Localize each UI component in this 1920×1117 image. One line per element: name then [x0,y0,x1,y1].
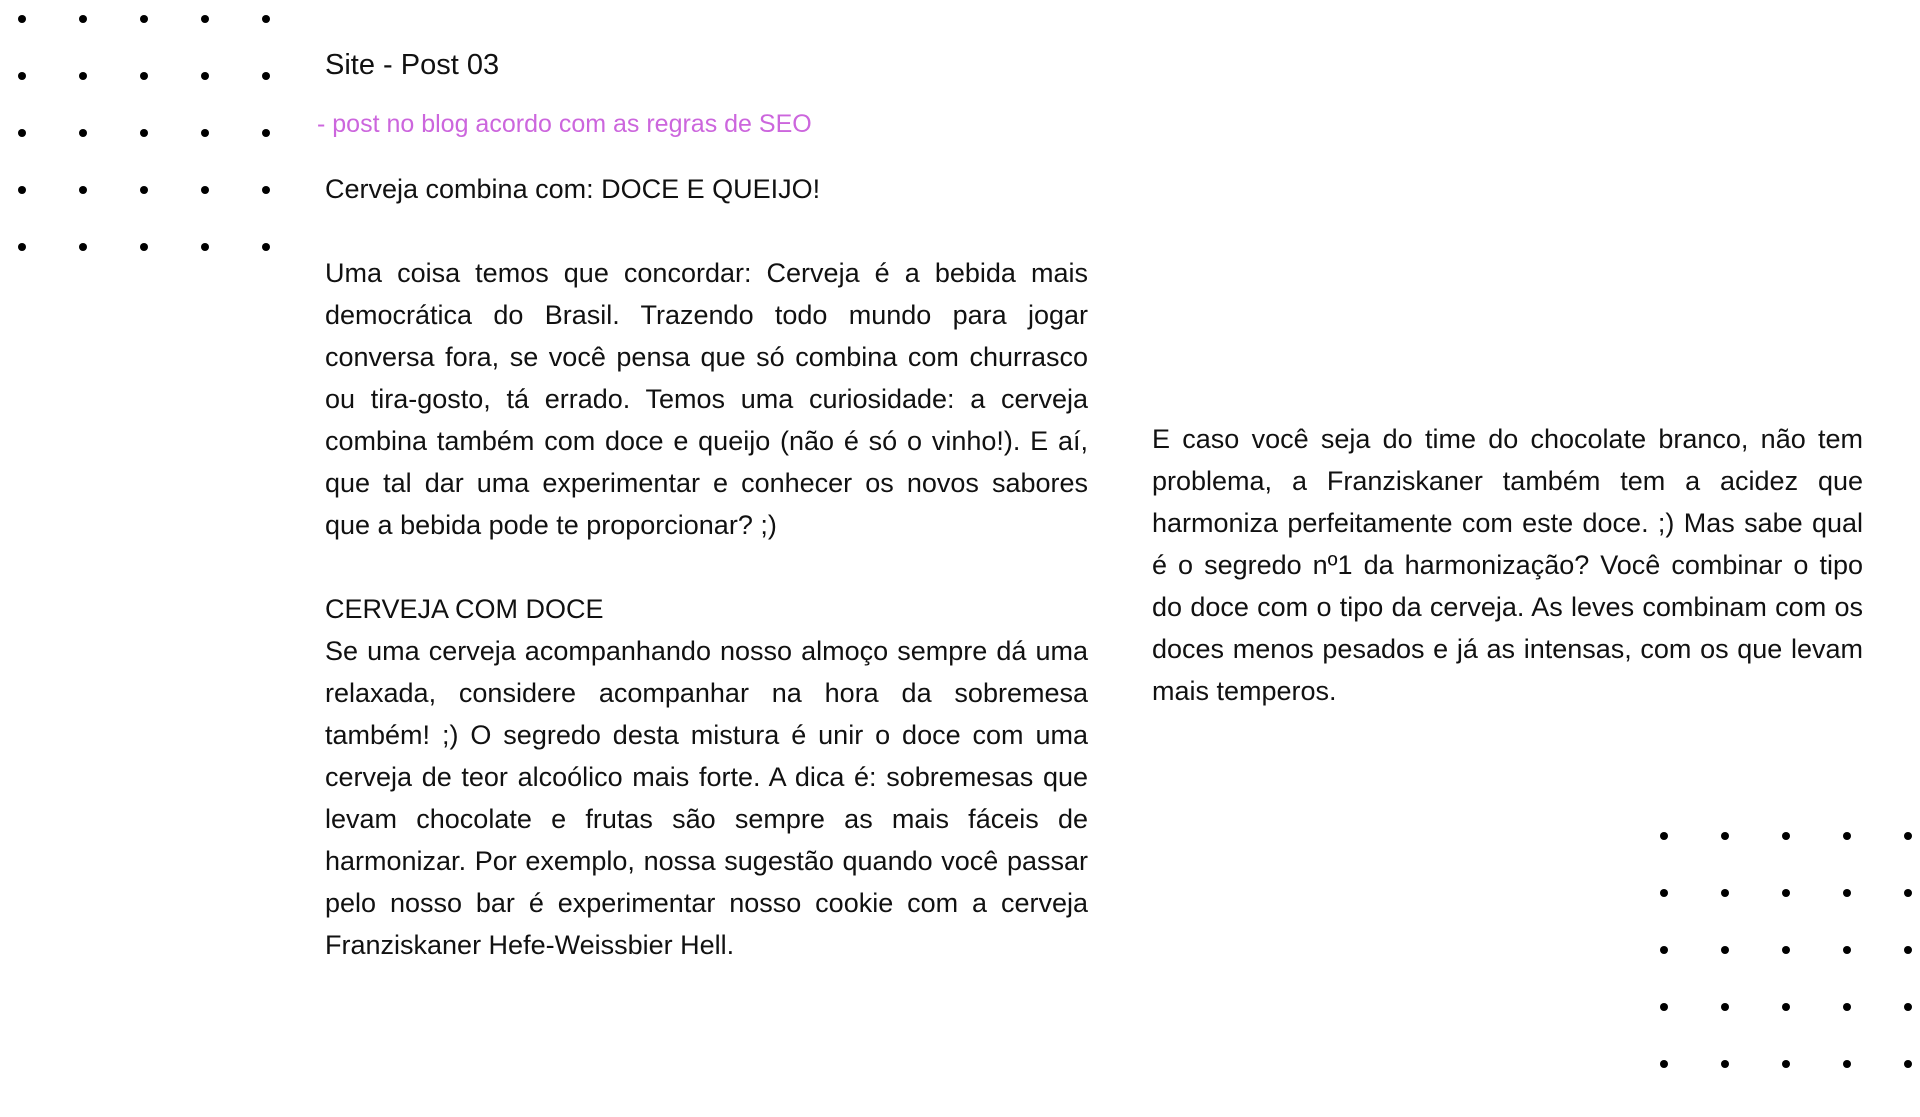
decorative-dot [1904,1003,1912,1011]
paragraph-spacer [325,546,1088,588]
decorative-dot [1721,946,1729,954]
decorative-dot [201,129,209,137]
post-headline: Cerveja combina com: DOCE E QUEIJO! [325,174,821,204]
decorative-dot-grid-top-left [18,15,323,300]
decorative-dot [1660,946,1668,954]
decorative-dot [1843,832,1851,840]
paragraph-spacer [325,210,1088,252]
page-subtitle: - post no blog acordo com as regras de SEO [317,110,812,138]
decorative-dot [262,243,270,251]
section-body-paragraph: Se uma cerveja acompanhando nosso almoço sempre dá uma relaxada, considere acompanhar na hora da sobremesa também! ;) O segredo desta mistura é unir o doce com uma cerveja de teor alcoólico mais forte. A dica é: sobremesas que levam chocolate e frutas são sempre as mais fáceis de harmonizar. Por exemplo, nossa sugestão quando você passar pelo nosso bar é experimentar nosso cookie com a cerveja Franziskaner Hefe-Weissbier Hell. [325,636,1088,960]
decorative-dot [1843,946,1851,954]
decorative-dot [79,15,87,23]
decorative-dot [1843,1060,1851,1068]
post-intro-paragraph: Uma coisa temos que concordar: Cerveja é a bebida mais democrática do Brasil. Trazendo todo mundo para jogar conversa fora, se você pensa que só combina com churrasco ou tira-gosto, tá errado. Temos uma curiosidade: a cerveja combina também com doce e queijo (não é só o vinho!). E aí, que tal dar uma experimentar e conhecer os novos sabores que a bebida pode te proporcionar? ;) [325,258,1088,540]
decorative-dot [1904,832,1912,840]
decorative-dot [1782,1060,1790,1068]
decorative-dot [1904,889,1912,897]
decorative-dot [1660,1060,1668,1068]
page-title: Site - Post 03 [325,49,500,81]
decorative-dot [18,243,26,251]
decorative-dot [262,72,270,80]
decorative-dot [1782,832,1790,840]
post-main-column [325,168,1088,966]
decorative-dot [201,243,209,251]
decorative-dot [18,72,26,80]
decorative-dot [262,15,270,23]
decorative-dot [262,186,270,194]
decorative-dot [1721,889,1729,897]
decorative-dot [1782,946,1790,954]
decorative-dot [1721,832,1729,840]
decorative-dot [1721,1060,1729,1068]
decorative-dot [201,186,209,194]
decorative-dot [79,72,87,80]
decorative-dot [18,186,26,194]
side-body-paragraph: E caso você seja do time do chocolate branco, não tem problema, a Franziskaner também tem a acidez que harmoniza perfeitamente com este doce. ;) Mas sabe qual é o segredo nº1 da harmonização? Você combinar o tipo do doce com o tipo da cerveja. As leves combinam com os doces menos pesados e já as intensas, com os que levam mais temperos. [1152,424,1863,706]
decorative-dot [140,15,148,23]
decorative-dot [18,129,26,137]
decorative-dot [1843,1003,1851,1011]
decorative-dot [201,15,209,23]
section-heading: CERVEJA COM DOCE [325,594,604,624]
decorative-dot [140,129,148,137]
decorative-dot [79,243,87,251]
decorative-dot [140,72,148,80]
decorative-dot-grid-bottom-right [1660,832,1920,1117]
decorative-dot [1660,889,1668,897]
decorative-dot [79,186,87,194]
decorative-dot [1904,1060,1912,1068]
decorative-dot [1721,1003,1729,1011]
decorative-dot [1782,1003,1790,1011]
decorative-dot [79,129,87,137]
decorative-dot [1660,832,1668,840]
decorative-dot [262,129,270,137]
decorative-dot [1660,1003,1668,1011]
post-side-column [1152,418,1863,712]
decorative-dot [1843,889,1851,897]
decorative-dot [1782,889,1790,897]
decorative-dot [140,186,148,194]
decorative-dot [201,72,209,80]
decorative-dot [18,15,26,23]
decorative-dot [1904,946,1912,954]
decorative-dot [140,243,148,251]
